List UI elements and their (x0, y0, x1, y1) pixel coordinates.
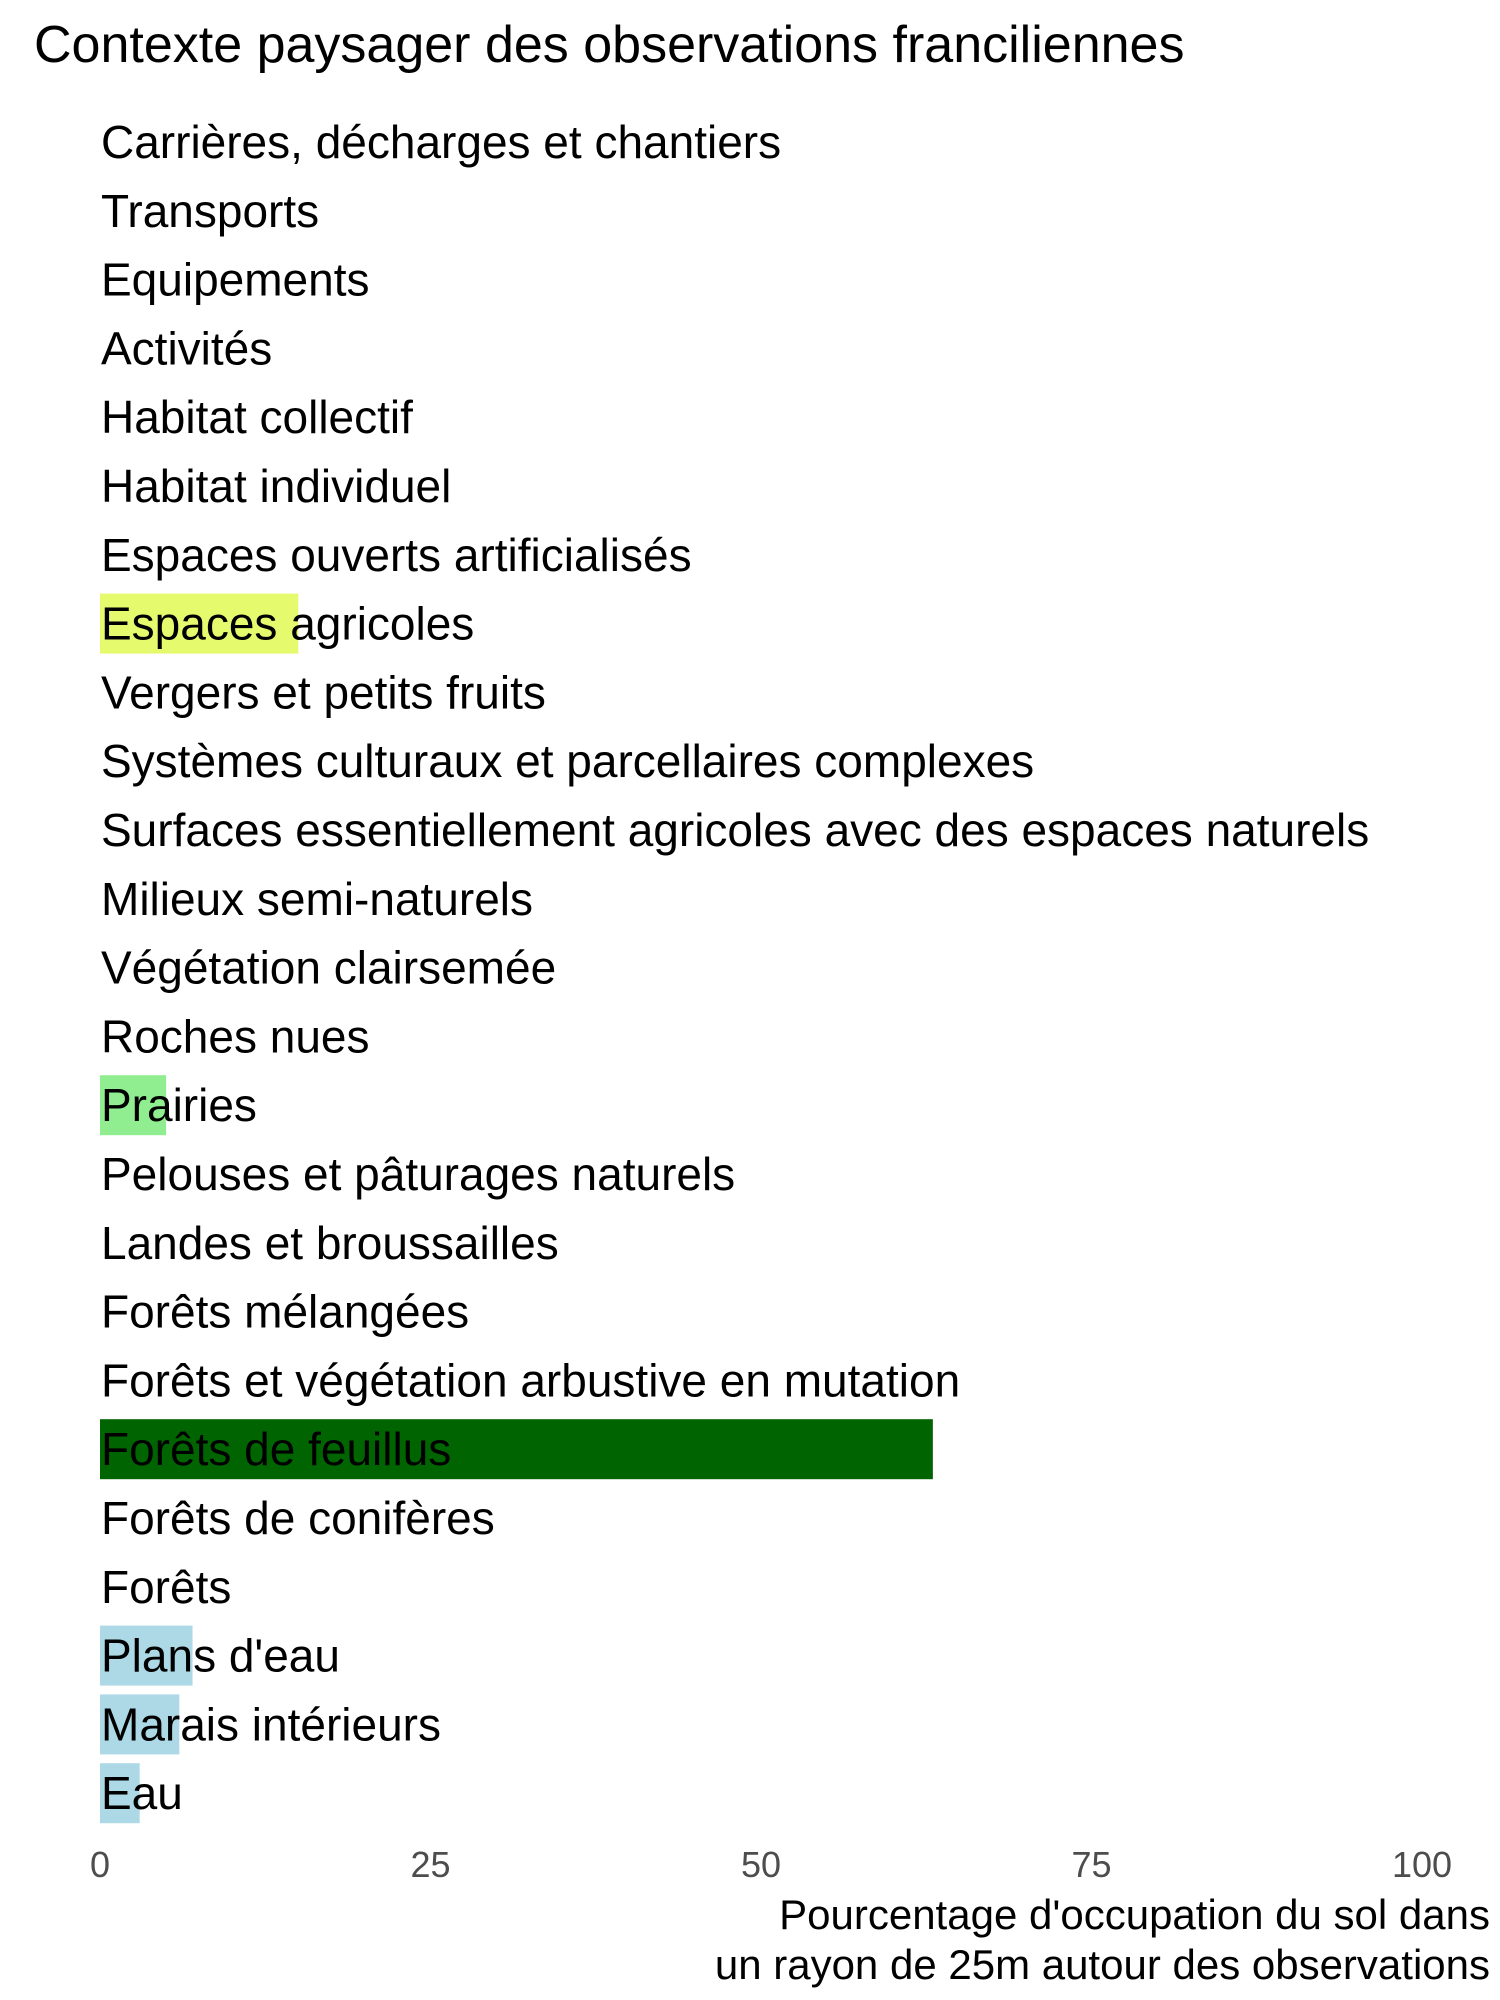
category-label-7: Espaces agricoles (101, 597, 475, 650)
category-label-0: Carrières, décharges et chantiers (101, 116, 782, 168)
x-tick-label-3: 75 (1071, 1844, 1112, 1885)
category-label-5: Habitat individuel (101, 460, 452, 512)
category-label-21: Forêts (101, 1560, 232, 1613)
category-label-15: Pelouses et pâturages naturels (101, 1148, 736, 1200)
x-tick-label-4: 100 (1391, 1844, 1453, 1885)
category-label-23: Marais intérieurs (101, 1698, 441, 1751)
category-label-12: Végétation clairsemée (101, 941, 557, 994)
x-axis-title-line-1: Pourcentage d'occupation du sol dans (779, 1891, 1490, 1938)
category-label-6: Espaces ouverts artificialisés (101, 528, 692, 581)
category-label-24: Eau (101, 1767, 183, 1820)
category-label-1: Transports (101, 184, 320, 237)
category-label-4: Habitat collectif (101, 391, 413, 444)
category-label-18: Forêts et végétation arbustive en mutation (101, 1354, 961, 1407)
x-axis-title-line-2: un rayon de 25m autour des observations (714, 1941, 1490, 1988)
category-label-14: Prairies (101, 1079, 257, 1132)
x-tick-label-1: 25 (410, 1844, 451, 1885)
x-tick-label-0: 0 (89, 1844, 111, 1885)
category-label-3: Activités (101, 322, 273, 375)
category-labels (101, 116, 1369, 1819)
category-label-19: Forêts de feuillus (101, 1423, 452, 1476)
category-label-17: Forêts mélangées (101, 1285, 470, 1338)
category-label-16: Landes et broussailles (101, 1216, 559, 1269)
category-label-13: Roches nues (101, 1010, 370, 1063)
category-label-20: Forêts de conifères (101, 1492, 495, 1544)
x-axis-title (715, 1890, 1490, 1990)
category-label-2: Equipements (101, 253, 370, 306)
category-label-22: Plans d'eau (101, 1629, 340, 1682)
category-label-11: Milieux semi-naturels (101, 872, 534, 925)
chart-title: Contexte paysager des observations franciliennes (34, 16, 1185, 74)
category-label-10: Surfaces essentiellement agricoles avec des espaces naturels (101, 804, 1370, 856)
category-label-8: Vergers et petits fruits (101, 666, 546, 719)
x-tick-label-2: 50 (740, 1844, 782, 1885)
category-label-9: Systèmes culturaux et parcellaires complexes (101, 735, 1035, 788)
x-axis-ticks (90, 1844, 1452, 1885)
